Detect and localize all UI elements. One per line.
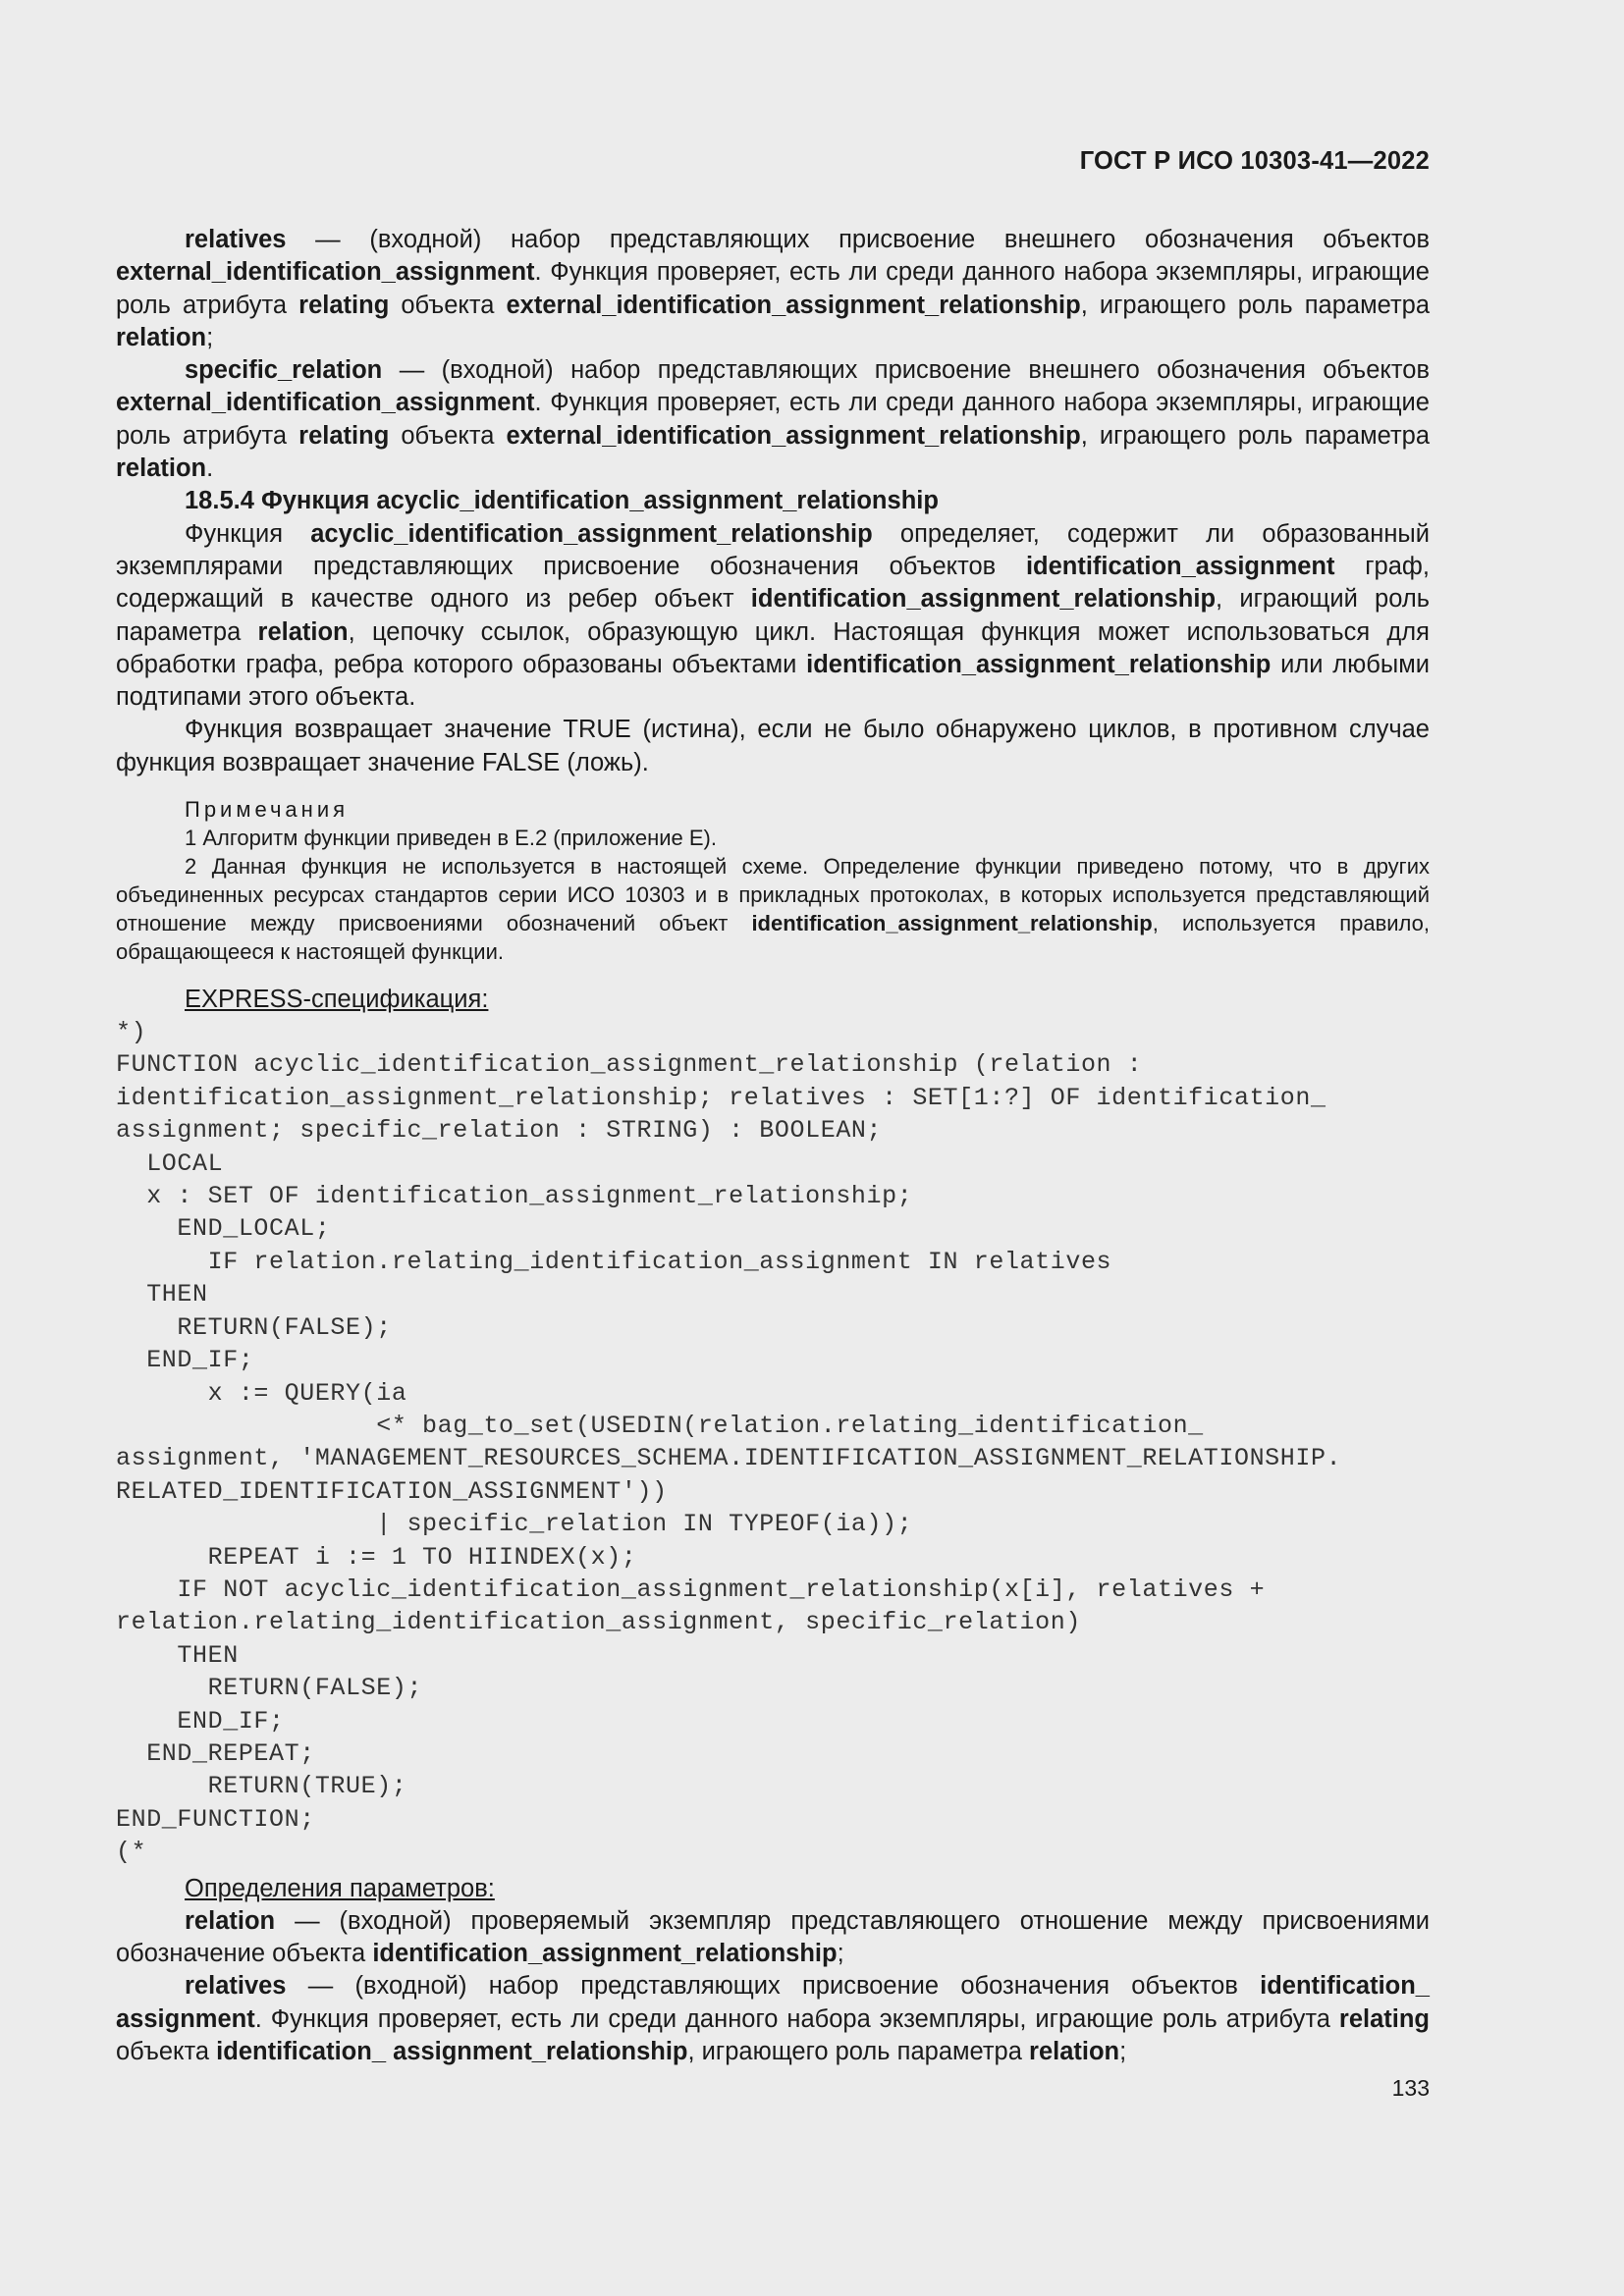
text-run: . Функция проверяет, есть ли среди данного набора экземпляры, играющие роль атрибута bbox=[254, 2004, 1339, 2033]
bold-term: relating bbox=[298, 421, 390, 450]
text-run: ; bbox=[1119, 2037, 1127, 2065]
text-run: объекта bbox=[389, 291, 507, 319]
text-run: . Функция проверяет, есть ли среди данного набора экземпляры, играющие роль атрибута bbox=[116, 258, 1430, 319]
section-heading: 18.5.4 Функция acyclic_identification_assignment_relationship bbox=[185, 487, 939, 515]
bold-term: relatives bbox=[185, 1972, 287, 2001]
text-run: объекта bbox=[116, 2037, 217, 2065]
express-code: *) FUNCTION acyclic_identification_assignment_relationship (relation : identification_assignment_relationship; relatives : SET[1:?] OF identification_ assignment; specific_relation : STRING) : BOOLEAN; LOCAL x : SET OF identification_assignment_relationship; END_LOCAL; IF relation.relating_identification_assignment IN relatives THEN RETURN(FALSE); END_IF; x := QUERY(ia <* bag_to_set(USEDIN(relation.relating_identification_ assignment, 'MANAGEMENT_RESOURCES_SCHEMA.IDENTIFICATION_ASSIGNMENT_RELATIONSHIP. RELATED_IDENTIFICATION_ASSIGNMENT')) | specific_relation IN TYPEOF(ia)); REPEAT i := 1 TO HIINDEX(x); IF NOT acyclic_identification_assignment_relationship(x[i], relatives + relation.relating_identification_assignment, specific_relation) THEN RETURN(FALSE); END_IF; END_REPEAT; RETURN(TRUE); END_FUNCTION; (* bbox=[116, 1018, 1342, 1867]
notes-title: Примечания bbox=[185, 797, 350, 823]
bold-term: identification_assignment_relationship bbox=[751, 911, 1153, 936]
note-2 bbox=[116, 852, 1430, 966]
text-run: , цепочку ссылок, образующую цикл. Настоящая функция может использоваться для обработки графа, ребра которого образованы объектами bbox=[116, 617, 1430, 678]
defs-label: Определения параметров: bbox=[185, 1874, 495, 1902]
text-run: Функция bbox=[185, 519, 311, 548]
note-1 bbox=[116, 824, 1430, 852]
bold-term: relating bbox=[298, 291, 390, 319]
defs-label-row bbox=[116, 1873, 1430, 1905]
paragraph-description bbox=[116, 518, 1430, 715]
text-run: . bbox=[206, 454, 214, 483]
text-run: ; bbox=[206, 323, 214, 351]
text-run: объекта bbox=[389, 421, 507, 450]
page-number: 133 bbox=[1391, 2075, 1430, 2101]
bold-term: external_identification_assignment_relationship bbox=[506, 421, 1081, 450]
text-run: — (входной) набор представляющих присвоение обозначения объектов bbox=[286, 1972, 1261, 2001]
bold-term: relation bbox=[116, 454, 207, 483]
express-label: EXPRESS-спецификация: bbox=[185, 986, 489, 1014]
paragraph-relatives bbox=[116, 224, 1430, 354]
page-body bbox=[116, 224, 1430, 2068]
notes-block bbox=[116, 795, 1430, 966]
text-run: 1 Алгоритм функции приведен в Е.2 (приложение Е). bbox=[185, 826, 717, 851]
express-label-row bbox=[116, 984, 1430, 1016]
bold-term: identification_assignment_relationship bbox=[372, 1939, 838, 1967]
bold-term: identification_assignment_relationship bbox=[806, 650, 1272, 678]
text-run: , играющего роль параметра bbox=[687, 2037, 1030, 2065]
bold-term: relating bbox=[1338, 2004, 1430, 2033]
bold-term: acyclic_identification_assignment_relationship bbox=[310, 519, 873, 548]
bold-term: identification_assignment_relationship bbox=[750, 585, 1217, 614]
param-definitions bbox=[116, 1905, 1430, 2068]
text-run: , играющего роль параметра bbox=[1080, 291, 1431, 319]
param-relation bbox=[116, 1905, 1430, 1971]
text-run: ; bbox=[837, 1939, 844, 1967]
description bbox=[116, 518, 1430, 779]
bold-term: relatives bbox=[185, 226, 287, 253]
text-run: — (входной) проверяемый экземпляр представляющего отношение между присвоениями обозначение объекта bbox=[116, 1906, 1430, 1967]
bold-term: external_identification_assignment bbox=[116, 389, 535, 417]
bold-term: relation bbox=[257, 617, 349, 646]
paragraph-specific-relation bbox=[116, 354, 1430, 485]
text-run: или любыми подтипами этого объекта. bbox=[116, 650, 1430, 712]
bold-term: identification_assignment bbox=[1025, 552, 1335, 580]
bold-term: specific_relation bbox=[185, 356, 383, 385]
bold-term: relation bbox=[1029, 2037, 1120, 2065]
text-run: , играющий роль параметра bbox=[116, 585, 1430, 646]
text-run: 2 Данная функция не используется в настоящей схеме. Определение функции приведено потому, что в других объединенных ресурсах стандартов серии ИСО 10303 и в прикладных протоколах, в которых используется представляющий отношение между присвоениями обозначений объект bbox=[116, 854, 1430, 936]
text-run: граф, содержащий в качестве одного из ребер объект bbox=[116, 552, 1430, 614]
bold-term: identification_ assignment_relationship bbox=[216, 2037, 688, 2065]
text-run: , играющего роль параметра bbox=[1080, 421, 1431, 450]
text-run: определяет, содержит ли образованный экземплярами представляющих присвоение обозначения объектов bbox=[116, 519, 1430, 580]
text-run: , используется правило, обращающееся к настоящей функции. bbox=[116, 911, 1430, 965]
bold-term: relation bbox=[116, 323, 207, 351]
paragraph-return-value bbox=[116, 714, 1430, 779]
bold-term: identification_ assignment bbox=[116, 1972, 1430, 2033]
standard-designation: ГОСТ Р ИСО 10303-41—2022 bbox=[1079, 147, 1430, 175]
bold-term: external_identification_assignment bbox=[116, 258, 535, 287]
text-run: — (входной) набор представляющих присвоение внешнего обозначения объектов bbox=[382, 356, 1430, 385]
text-run: Функция возвращает значение TRUE (истина), если не было обнаружено циклов, в противном случае функция возвращает значение FALSE (ложь). bbox=[116, 716, 1430, 776]
text-run: . Функция проверяет, есть ли среди данного набора экземпляры, играющие роль атрибута bbox=[116, 389, 1430, 450]
bold-term: relation bbox=[185, 1906, 276, 1935]
text-run: — (входной) набор представляющих присвоение внешнего обозначения объектов bbox=[286, 226, 1430, 253]
param-relatives bbox=[116, 1970, 1430, 2068]
top-paragraphs bbox=[116, 224, 1430, 485]
bold-term: external_identification_assignment_relationship bbox=[506, 291, 1081, 319]
